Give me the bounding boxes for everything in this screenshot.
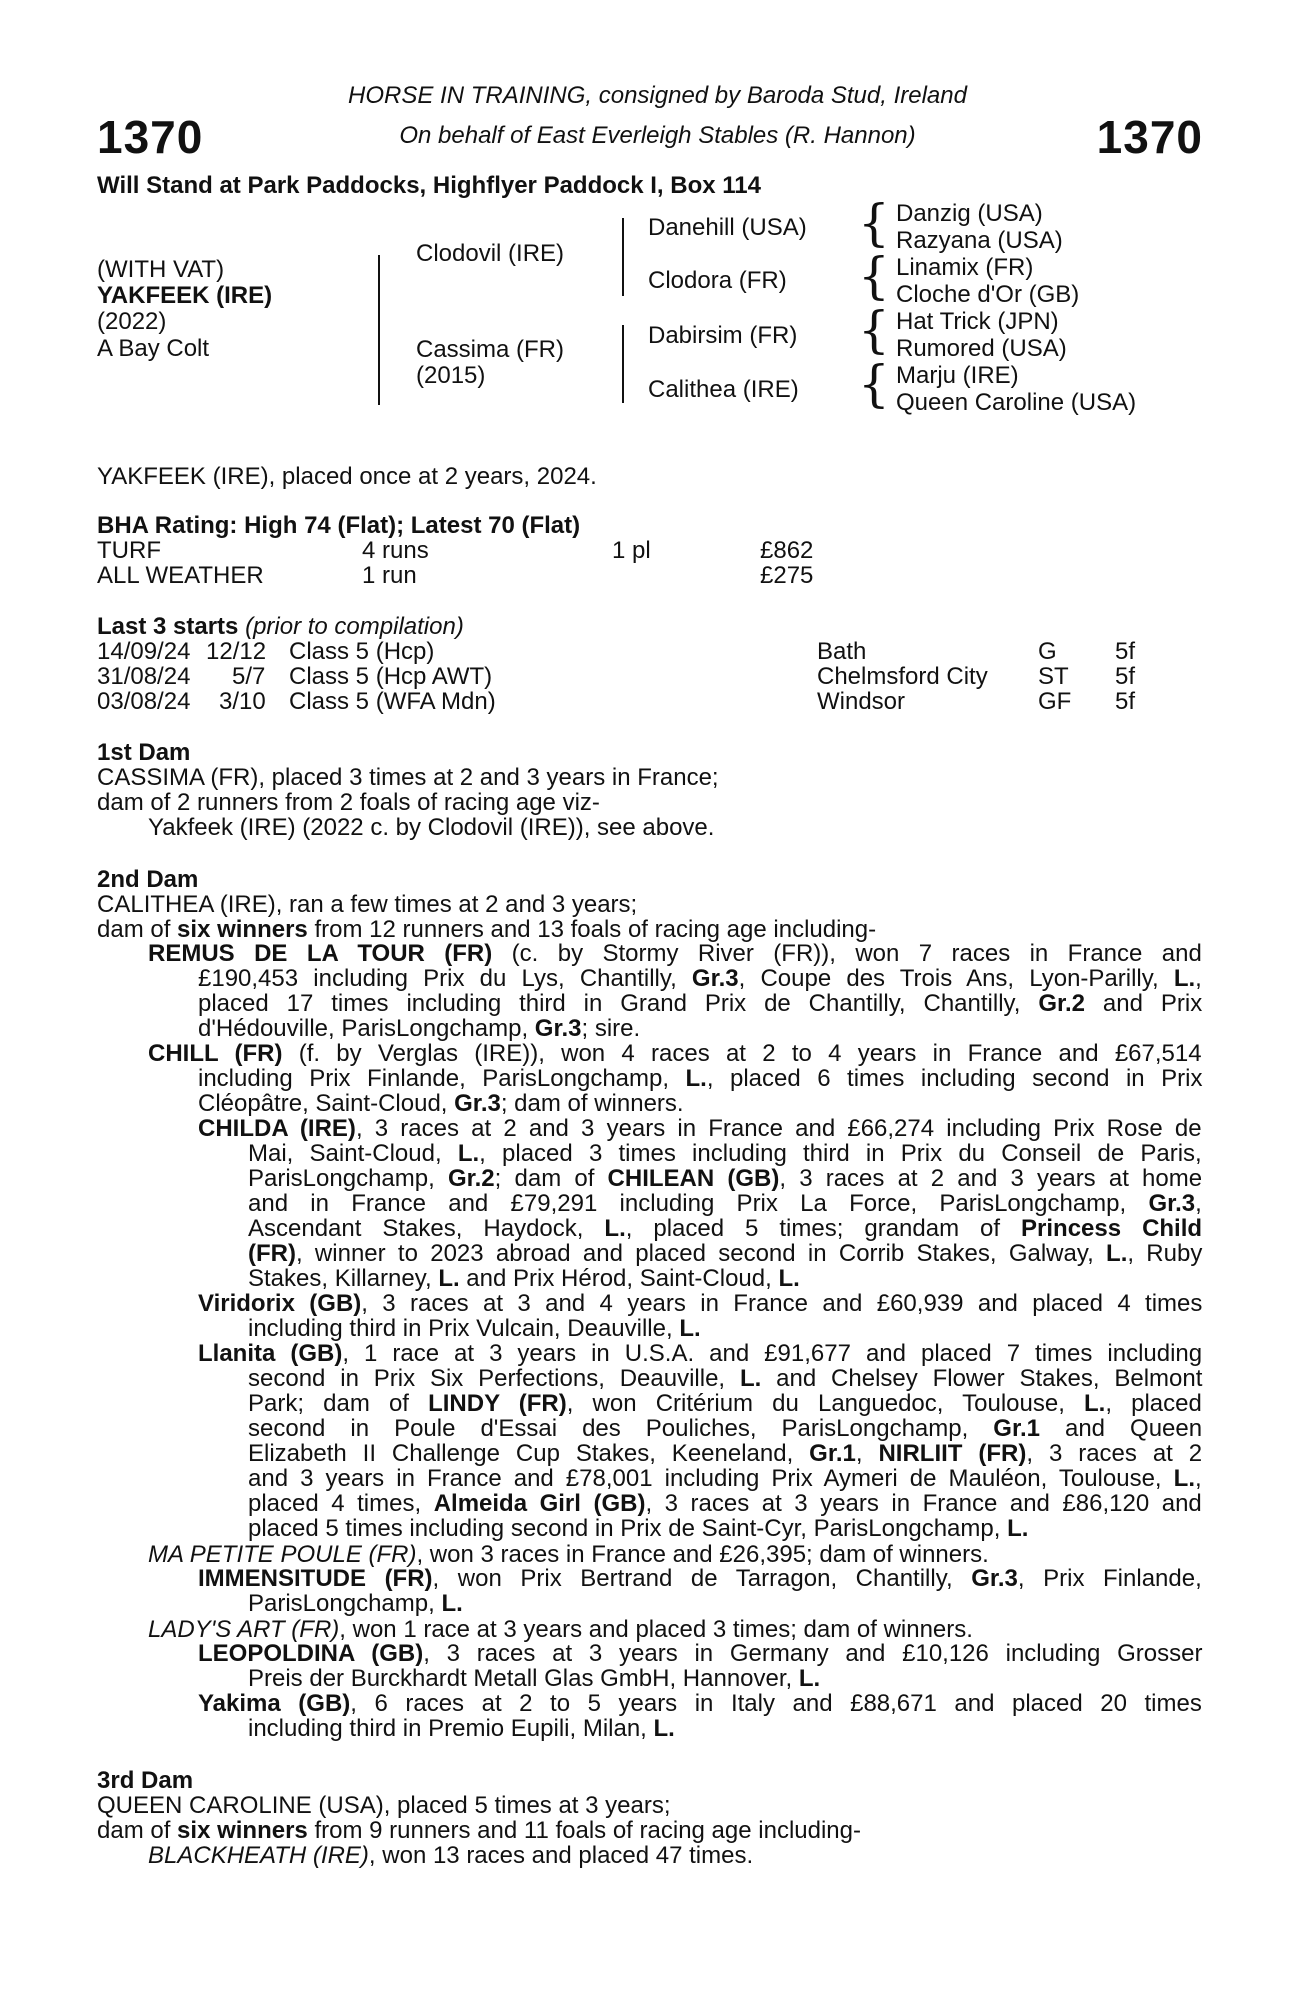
start-date-1: 31/08/24 bbox=[97, 663, 191, 690]
viridorix-text-b1: including third in Prix Vulcain, Deauville, bbox=[248, 1315, 680, 1342]
childa-line-6 bbox=[248, 1241, 1202, 1266]
lot-number-right: 1370 bbox=[1096, 111, 1203, 163]
immensitude-line-2 bbox=[248, 1591, 1202, 1616]
chill-line-2 bbox=[198, 1066, 1202, 1091]
grandsire-1: Danzig (USA) bbox=[896, 200, 1043, 227]
rating-prize-0: £862 bbox=[760, 537, 814, 564]
llanita-line-2 bbox=[248, 1366, 1202, 1391]
childa-grade-c2: Gr.2 bbox=[447, 1165, 495, 1192]
immensitude-text-b1: ParisLongchamp, bbox=[248, 1590, 442, 1617]
third-dam-line-2a: dam of bbox=[97, 1817, 178, 1844]
chill-line-3 bbox=[198, 1091, 1202, 1116]
immensitude-text-a1: , won Prix Bertrand de Tarragon, Chantilly, bbox=[432, 1565, 972, 1592]
llanita-grade-d2: Gr.1 bbox=[993, 1415, 1040, 1442]
sire-name: Clodovil (IRE) bbox=[416, 240, 565, 267]
llanita-line-8 bbox=[248, 1516, 1202, 1541]
leopoldina-text-b1: Preis der Burckhardt Metall Glas GmbH, Hannover, bbox=[248, 1665, 799, 1692]
remus-grade-c2: Gr.2 bbox=[1038, 990, 1086, 1017]
leopoldina-grade-b2: L. bbox=[798, 1665, 821, 1692]
dam-sire: Dabirsim (FR) bbox=[648, 322, 798, 349]
childa-line-5 bbox=[248, 1216, 1202, 1241]
viridorix-entry bbox=[198, 1291, 1202, 1341]
start-dist-1: 5f bbox=[1115, 663, 1136, 690]
chill-text-c3: ; dam of winners. bbox=[500, 1090, 684, 1117]
viridorix-name: Viridorix (GB) bbox=[198, 1290, 362, 1317]
remus-line-3 bbox=[198, 991, 1202, 1016]
grandsire-2: Razyana (USA) bbox=[896, 227, 1063, 254]
grandsire-3: Linamix (FR) bbox=[896, 254, 1034, 281]
brace-glyph-3: { bbox=[858, 301, 890, 359]
remus-text-d1: d'Hédouville, ParisLongchamp, bbox=[198, 1015, 535, 1042]
leopoldina-line-1 bbox=[198, 1641, 1202, 1666]
remus-text-b1: £190,453 including Prix du Lys, Chantilly, bbox=[198, 965, 692, 992]
llanita-line-4 bbox=[248, 1416, 1202, 1441]
grandsire-7: Marju (IRE) bbox=[896, 362, 1019, 389]
childa-text-g1: Stakes, Killarney, bbox=[248, 1265, 439, 1292]
yakima-entry bbox=[198, 1691, 1202, 1741]
llanita-line-3 bbox=[248, 1391, 1202, 1416]
second-dam-line-2c: from 12 runners and 13 foals of racing age including- bbox=[307, 916, 877, 943]
horse-name: YAKFEEK (IRE) bbox=[97, 282, 273, 309]
childa-grade-g2: L. bbox=[438, 1265, 460, 1292]
start-pos-1: 5/7 bbox=[232, 663, 266, 690]
first-dam-heading: 1st Dam bbox=[97, 739, 191, 766]
llanita-lindy: LINDY (FR) bbox=[428, 1390, 567, 1417]
second-dam-heading: 2nd Dam bbox=[97, 866, 199, 893]
childa-chilean: CHILEAN (GB) bbox=[607, 1165, 780, 1192]
immensitude-name: IMMENSITUDE (FR) bbox=[198, 1565, 433, 1592]
rating-prize-1: £275 bbox=[760, 562, 814, 589]
consignor-line: HORSE IN TRAINING, consigned by Baroda Stud, Ireland bbox=[348, 82, 967, 109]
remus-entry bbox=[148, 941, 1202, 1041]
first-dam-line-3: Yakfeek (IRE) (2022 c. by Clodovil (IRE)), see above. bbox=[148, 814, 715, 841]
childa-text-g3: and Prix Hérod, Saint-Cloud, bbox=[459, 1265, 779, 1292]
childa-grade-b2: L. bbox=[457, 1140, 480, 1167]
remus-text-c1: placed 17 times including third in Grand Prix de Chantilly, Chantilly, bbox=[198, 990, 1039, 1017]
second-dam-line-2a: dam of bbox=[97, 916, 178, 943]
start-date-2: 03/08/24 bbox=[97, 688, 191, 715]
vat-note: (WITH VAT) bbox=[97, 256, 225, 283]
start-class-2: Class 5 (WFA Mdn) bbox=[289, 688, 496, 715]
chill-text-a: (f. by Verglas (IRE)), won 4 races at 2 to 4 years in France and £67,514 bbox=[282, 1040, 1202, 1067]
last-starts-heading bbox=[97, 613, 464, 641]
chill-grade-c2: Gr.3 bbox=[454, 1090, 501, 1117]
remus-text-b3: , Coupe des Trois Ans, Lyon-Parilly, bbox=[738, 965, 1174, 992]
llanita-text-b1: second in Prix Six Perfections, Deauville, bbox=[248, 1365, 740, 1392]
llanita-grade-b2: L. bbox=[739, 1365, 762, 1392]
brace-glyph-2: { bbox=[858, 247, 890, 305]
childa-text-e1: Ascendant Stakes, Haydock, bbox=[248, 1215, 605, 1242]
chill-text-b3: , placed 6 times including second in Prix bbox=[706, 1065, 1203, 1092]
last-starts-note: (prior to compilation) bbox=[245, 613, 464, 640]
yakima-text-a: , 6 races at 2 to 5 years in Italy and £88,671 and placed 20 times bbox=[350, 1690, 1202, 1717]
childa-text-a: , 3 races at 2 and 3 years in France and £66,274 including Prix Rose de bbox=[355, 1115, 1202, 1142]
pedigree-brace-dam bbox=[622, 325, 624, 403]
remus-grade-b2: Gr.3 bbox=[691, 965, 739, 992]
foaling-year: (2022) bbox=[97, 308, 167, 335]
llanita-almeida: Almeida Girl (GB) bbox=[433, 1490, 646, 1517]
chill-grade-b2: L. bbox=[685, 1065, 707, 1092]
llanita-text-g3: , 3 races at 3 years in France and £86,120 and bbox=[645, 1490, 1202, 1517]
childa-line-3 bbox=[248, 1166, 1202, 1191]
lot-number-left: 1370 bbox=[97, 111, 204, 163]
llanita-grade-c4: L. bbox=[1083, 1390, 1106, 1417]
start-date-0: 14/09/24 bbox=[97, 638, 191, 665]
ladysart-text-a: , won 1 race at 3 years and placed 3 times; dam of winners. bbox=[339, 1616, 973, 1643]
chill-line-1 bbox=[148, 1041, 1202, 1066]
yakima-line-2 bbox=[248, 1716, 1202, 1741]
llanita-line-7 bbox=[248, 1491, 1202, 1516]
childa-text-b3: , placed 3 times including third in Prix du Conseil de Paris, bbox=[479, 1140, 1202, 1167]
llanita-text-c1: Park; dam of bbox=[248, 1390, 429, 1417]
chill-name: CHILL (FR) bbox=[148, 1040, 283, 1067]
start-going-0: G bbox=[1038, 638, 1057, 665]
third-dam-line-2c: from 9 runners and 11 foals of racing age including- bbox=[307, 1817, 861, 1844]
start-class-0: Class 5 (Hcp) bbox=[289, 638, 435, 665]
on-behalf-line: On behalf of East Everleigh Stables (R. Hannon) bbox=[399, 122, 916, 149]
first-dam-line-1: CASSIMA (FR), placed 3 times at 2 and 3 years in France; bbox=[97, 764, 719, 791]
mapetite-name: MA PETITE POULE (FR) bbox=[148, 1541, 417, 1568]
childa-text-f4: , Ruby bbox=[1127, 1240, 1203, 1267]
remus-line-4 bbox=[198, 1016, 1202, 1041]
sire-sire: Danehill (USA) bbox=[648, 214, 807, 241]
llanita-text-g1: placed 4 times, bbox=[248, 1490, 434, 1517]
grandsire-8: Queen Caroline (USA) bbox=[896, 389, 1137, 416]
childa-line-7 bbox=[248, 1266, 1202, 1291]
stand-location: Will Stand at Park Paddocks, Highflyer Paddock I, Box 114 bbox=[97, 172, 761, 199]
remus-text-b5: , bbox=[1195, 965, 1202, 992]
leopoldina-name: LEOPOLDINA (GB) bbox=[198, 1640, 424, 1667]
llanita-text-d1: second in Poule d'Essai des Pouliches, ParisLongchamp, bbox=[248, 1415, 994, 1442]
third-dam-line-2 bbox=[97, 1817, 861, 1845]
chill-text-c1: Cléopâtre, Saint-Cloud, bbox=[198, 1090, 455, 1117]
grandsire-6: Rumored (USA) bbox=[896, 335, 1067, 362]
remus-text-d3: ; sire. bbox=[581, 1015, 641, 1042]
llanita-text-c3: , won Critérium du Languedoc, Toulouse, bbox=[566, 1390, 1084, 1417]
childa-princess-fr: (FR) bbox=[248, 1240, 296, 1267]
brace-glyph-1: { bbox=[858, 194, 890, 252]
childa-grade-e2: L. bbox=[604, 1215, 626, 1242]
pedigree-brace-main bbox=[378, 255, 380, 405]
rating-placed-0: 1 pl bbox=[612, 537, 651, 564]
start-class-1: Class 5 (Hcp AWT) bbox=[289, 663, 493, 690]
rating-surface-1: ALL WEATHER bbox=[97, 562, 264, 589]
remus-text-c3: and Prix bbox=[1085, 990, 1203, 1017]
sire-dam: Clodora (FR) bbox=[648, 267, 787, 294]
ladysart-name: LADY'S ART (FR) bbox=[148, 1616, 340, 1643]
yakima-line-1 bbox=[198, 1691, 1202, 1716]
grandsire-4: Cloche d'Or (GB) bbox=[896, 281, 1080, 308]
start-dist-2: 5f bbox=[1115, 688, 1136, 715]
childa-text-b1: Mai, Saint-Cloud, bbox=[248, 1140, 458, 1167]
childa-text-c1: ParisLongchamp, bbox=[248, 1165, 448, 1192]
viridorix-text-a: , 3 races at 3 and 4 years in France and £60,939 and placed 4 times bbox=[361, 1290, 1203, 1317]
childa-text-d3: , bbox=[1195, 1190, 1202, 1217]
second-dam-line-1: CALITHEA (IRE), ran a few times at 2 and 3 years; bbox=[97, 891, 638, 918]
third-dam-winners: six winners bbox=[177, 1817, 308, 1844]
childa-text-f2: , winner to 2023 abroad and placed second in Corrib Stakes, Galway, bbox=[295, 1240, 1107, 1267]
start-pos-0: 12/12 bbox=[206, 638, 267, 665]
remus-text-a: (c. by Stormy River (FR)), won 7 races in France and bbox=[492, 940, 1202, 967]
third-dam-line-1: QUEEN CAROLINE (USA), placed 5 times at 3 years; bbox=[97, 1792, 671, 1819]
llanita-grade-h2: L. bbox=[1007, 1515, 1029, 1542]
rating-runs-0: 4 runs bbox=[362, 537, 429, 564]
yakima-name: Yakima (GB) bbox=[198, 1690, 351, 1717]
llanita-text-e5: , 3 races at 2 bbox=[1026, 1440, 1203, 1467]
viridorix-line-2 bbox=[248, 1316, 1202, 1341]
llanita-text-d3: and Queen bbox=[1039, 1415, 1203, 1442]
llanita-text-f1: and 3 years in France and £78,001 including Prix Aymeri de Mauléon, Toulouse, bbox=[248, 1465, 1174, 1492]
rating-surface-0: TURF bbox=[97, 537, 161, 564]
start-dist-0: 5f bbox=[1115, 638, 1136, 665]
remus-line-2 bbox=[198, 966, 1202, 991]
last-starts-title: Last 3 starts bbox=[97, 613, 239, 640]
immensitude-grade-a2: Gr.3 bbox=[971, 1565, 1018, 1592]
remus-line-1 bbox=[148, 941, 1202, 966]
horse-description: A Bay Colt bbox=[97, 335, 210, 362]
start-course-1: Chelmsford City bbox=[817, 663, 988, 690]
start-course-2: Windsor bbox=[817, 688, 906, 715]
childa-text-e3: , placed 5 times; grandam of bbox=[625, 1215, 1022, 1242]
second-dam-winners: six winners bbox=[177, 916, 308, 943]
llanita-text-e1: Elizabeth II Challenge Cup Stakes, Keeneland, bbox=[248, 1440, 810, 1467]
chill-text-b1: including Prix Finlande, ParisLongchamp, bbox=[198, 1065, 686, 1092]
start-going-1: ST bbox=[1038, 663, 1069, 690]
llanita-line-6 bbox=[248, 1466, 1202, 1491]
rating-runs-1: 1 run bbox=[362, 562, 417, 589]
immensitude-line-1 bbox=[198, 1566, 1202, 1591]
blackheath-text: , won 13 races and placed 47 times. bbox=[368, 1842, 754, 1869]
llanita-text-c5: , placed bbox=[1105, 1390, 1202, 1417]
llanita-entry bbox=[198, 1341, 1202, 1541]
blackheath-name: BLACKHEATH (IRE) bbox=[148, 1842, 369, 1869]
start-course-0: Bath bbox=[817, 638, 867, 665]
first-dam-line-2: dam of 2 runners from 2 foals of racing age viz- bbox=[97, 789, 600, 816]
remus-grade-b4: L. bbox=[1173, 965, 1196, 992]
llanita-text-h1: placed 5 times including second in Prix de Saint-Cyr, ParisLongchamp, bbox=[248, 1515, 1008, 1542]
grandsire-5: Hat Trick (JPN) bbox=[896, 308, 1059, 335]
yakima-grade-b2: L. bbox=[653, 1715, 675, 1742]
immensitude-text-a3: , Prix Finlande, bbox=[1017, 1565, 1202, 1592]
childa-line-2 bbox=[248, 1141, 1202, 1166]
childa-line-1 bbox=[198, 1116, 1202, 1141]
yakima-text-b1: including third in Premio Eupili, Milan, bbox=[248, 1715, 654, 1742]
mapetite-text-a: , won 3 races in France and £26,395; dam of winners. bbox=[416, 1541, 989, 1568]
childa-text-c5: , 3 races at 2 and 3 years at home bbox=[779, 1165, 1203, 1192]
dam-dam: Calithea (IRE) bbox=[648, 376, 799, 403]
childa-entry bbox=[198, 1116, 1202, 1291]
bha-rating: BHA Rating: High 74 (Flat); Latest 70 (Flat) bbox=[97, 512, 581, 539]
llanita-line-5 bbox=[248, 1441, 1202, 1466]
immensitude-entry bbox=[198, 1566, 1202, 1616]
childa-line-4 bbox=[248, 1191, 1202, 1216]
remus-grade-d2: Gr.3 bbox=[534, 1015, 582, 1042]
llanita-grade-e2: Gr.1 bbox=[809, 1440, 856, 1467]
childa-text-c3: ; dam of bbox=[494, 1165, 608, 1192]
leopoldina-line-2 bbox=[248, 1666, 1202, 1691]
viridorix-line-1 bbox=[198, 1291, 1202, 1316]
llanita-text-a: , 1 race at 3 years in U.S.A. and £91,677 and placed 7 times including bbox=[342, 1340, 1203, 1367]
leopoldina-entry bbox=[198, 1641, 1202, 1691]
llanita-text-f3: , bbox=[1194, 1465, 1202, 1492]
childa-grade-f3: L. bbox=[1106, 1240, 1128, 1267]
leopoldina-text-a: , 3 races at 3 years in Germany and £10,126 including Grosser bbox=[423, 1640, 1203, 1667]
third-dam-line-3 bbox=[148, 1842, 753, 1870]
pedigree-brace-sire bbox=[622, 218, 624, 296]
childa-text-d1: and in France and £79,291 including Prix La Force, ParisLongchamp, bbox=[248, 1190, 1149, 1217]
llanita-nirliit: NIRLIIT (FR) bbox=[878, 1440, 1027, 1467]
llanita-name: Llanita (GB) bbox=[198, 1340, 343, 1367]
childa-princess-child: Princess Child bbox=[1021, 1215, 1203, 1242]
chill-entry bbox=[148, 1041, 1202, 1116]
childa-grade-d2: Gr.3 bbox=[1148, 1190, 1196, 1217]
viridorix-grade-b2: L. bbox=[679, 1315, 701, 1342]
llanita-line-1 bbox=[198, 1341, 1202, 1366]
race-summary: YAKFEEK (IRE), placed once at 2 years, 2024. bbox=[97, 463, 597, 490]
brace-glyph-4: { bbox=[858, 355, 890, 413]
childa-grade-g4: L. bbox=[778, 1265, 800, 1292]
third-dam-heading: 3rd Dam bbox=[97, 1767, 194, 1794]
immensitude-grade-b2: L. bbox=[441, 1590, 463, 1617]
remus-name: REMUS DE LA TOUR (FR) bbox=[148, 940, 493, 967]
dam-name: Cassima (FR) bbox=[416, 336, 564, 363]
start-going-2: GF bbox=[1038, 688, 1072, 715]
start-pos-2: 3/10 bbox=[219, 688, 266, 715]
llanita-text-b3: and Chelsey Flower Stakes, Belmont bbox=[761, 1365, 1203, 1392]
llanita-text-e3: , bbox=[855, 1440, 879, 1467]
dam-year: (2015) bbox=[416, 362, 486, 389]
childa-name: CHILDA (IRE) bbox=[198, 1115, 356, 1142]
llanita-grade-f2: L. bbox=[1173, 1465, 1195, 1492]
